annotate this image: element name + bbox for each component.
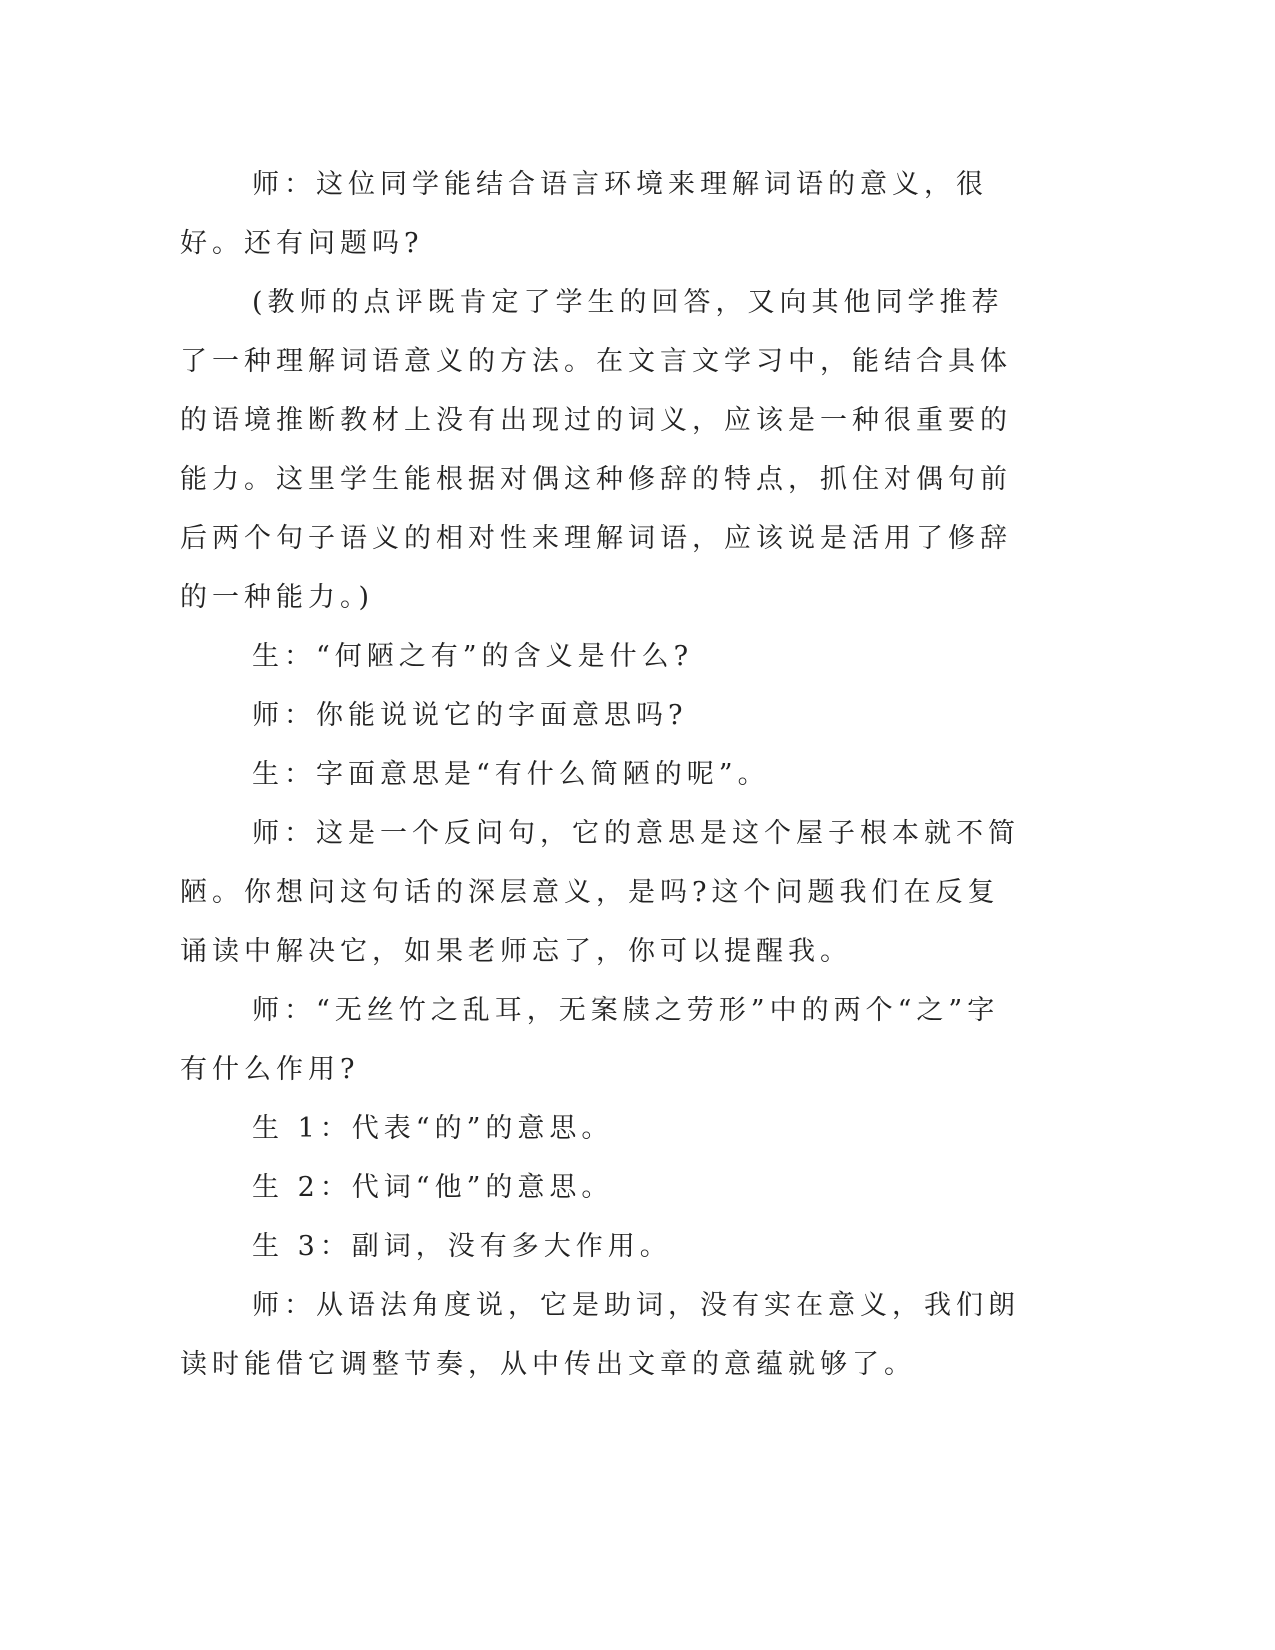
paragraph-student-1: 生 1：代表“的”的意思。 [252, 1113, 614, 1144]
paragraph-commentary: (教师的点评既肯定了学生的回答，又向其他同学推荐了一种理解词语意义的方法。在文言文学习中，能结合具体的语境推断教材上没有出现过的词义，应该是一种很重要的能力。这里学生能根据对偶这种修辞的特点，抓住对偶句前后两个句子语义的相对性来理解词语，应该说是活用了修辞的一种能力。) [180, 287, 1012, 613]
document-body [180, 155, 1030, 1394]
paragraph-teacher-conclusion: 师：从语法角度说，它是助词，没有实在意义，我们朗读时能借它调整节奏，从中传出文章的意蕴就够了。 [180, 1290, 1020, 1380]
paragraph-student-2: 生 2：代词“他”的意思。 [252, 1172, 614, 1203]
paragraph-teacher-zhi-question: 师：“无丝竹之乱耳，无案牍之劳形”中的两个“之”字有什么作用? [180, 995, 1000, 1085]
paragraph-student-3: 生 3：副词，没有多大作用。 [252, 1231, 672, 1262]
paragraph-student-question: 生：“何陋之有”的含义是什么? [252, 641, 694, 672]
paragraph-teacher-rhetorical: 师：这是一个反问句，它的意思是这个屋子根本就不简陋。你想问这句话的深层意义，是吗?这个问题我们在反复诵读中解决它，如果老师忘了，你可以提醒我。 [180, 818, 1020, 967]
paragraph-teacher-ask-literal: 师：你能说说它的字面意思吗? [252, 700, 688, 731]
paragraph-teacher-praise: 师：这位同学能结合语言环境来理解词语的意义，很好。还有问题吗? [180, 169, 988, 259]
paragraph-student-literal: 生：字面意思是“有什么简陋的呢”。 [252, 759, 770, 790]
